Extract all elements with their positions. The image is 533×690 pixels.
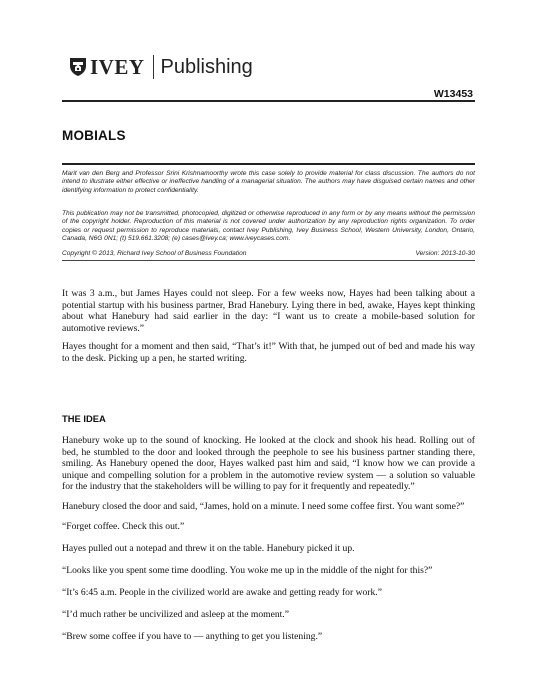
paragraph-6: Hayes pulled out a notepad and threw it on the table. Hanebury picked it up.: [62, 543, 355, 554]
copyright-notice: Copyright © 2013, Richard Ivey School of Business Foundation: [62, 250, 247, 257]
permissions-note: This publication may not be transmitted, photocopied, digitized or otherwise reproduced in any form or by any means without the permission of the copyright holder. Reproduction of this material is not covered under authorization by any reproduction rights organization. To order copies or request permission to reproduce materials, contact Ivey Publishing, Ivey Business School, Western University, London, Ontario, Canada, N6G 0N1; (t) 519.661.3208; (e) cases@ivey.ca; www.iveycases.com.: [62, 210, 475, 243]
header-rule: [62, 100, 475, 102]
copyright-row: [62, 250, 475, 258]
paragraph-8: “It’s 6:45 a.m. People in the civilized world are awake and getting ready for work.”: [62, 587, 382, 598]
paragraph-2: Hayes thought for a moment and then said, “That’s it!” With that, he jumped out of bed and made his way to the desk. Picking up a pen, he started writing.: [62, 341, 475, 364]
version-label: Version: 2013-10-30: [415, 250, 475, 257]
case-title: MOBIALS: [62, 128, 126, 143]
paragraph-10: “Brew some coffee if you have to — anything to get you listening.”: [62, 631, 323, 642]
logo-publisher: Publishing: [160, 55, 253, 78]
paragraph-9: “I’d much rather be uncivilized and asleep at the moment.”: [62, 609, 289, 620]
notes-bottom-rule: [62, 260, 475, 261]
logo-divider: [153, 55, 154, 79]
notes-top-rule: [62, 163, 475, 165]
paragraph-7: “Looks like you spent some time doodling. You woke me up in the middle of the night for this?”: [62, 565, 433, 576]
authorship-note: Marit van den Berg and Professor Srini Krishnamoorthy wrote this case solely to provide material for class discussion. The authors do not intend to illustrate either effective or ineffective handling of a managerial situation. The authors may have disguised certain names and other identifying information to protect confidentiality.: [62, 170, 475, 194]
paragraph-1: It was 3 a.m., but James Hayes could not sleep. For a few weeks now, Hayes had been talking about a potential startup with his business partner, Brad Hanebury. Lying there in bed, awake, Hayes kept thinking about what Hanebury had said earlier in the day: “I want us to create a mobile-based solution for automotive reviews.”: [62, 288, 475, 334]
ivey-publishing-logo: [69, 52, 253, 82]
ivey-crest-icon: [69, 57, 87, 77]
paragraph-5: “Forget coffee. Check this out.”: [62, 521, 185, 532]
case-number: W13453: [433, 88, 473, 100]
paragraph-4: Hanebury closed the door and said, “James, hold on a minute. I need some coffee first. You want some?”: [62, 501, 465, 512]
section-heading-the-idea: THE IDEA: [62, 413, 106, 424]
paragraph-3: Hanebury woke up to the sound of knocking. He looked at the clock and shook his head. Rolling out of bed, he stumbled to the door and looked through the peephole to see his business partner standing there, smiling. As Hanebury opened the door, Hayes walked past him and said, “I know how we can provide a unique and compelling solution for a problem in the automotive review system — a solution so valuable for the industry that the stakeholders will be willing to pay for it frequently and repeatedly.”: [62, 435, 475, 493]
logo-brand: IVEY: [90, 54, 145, 79]
